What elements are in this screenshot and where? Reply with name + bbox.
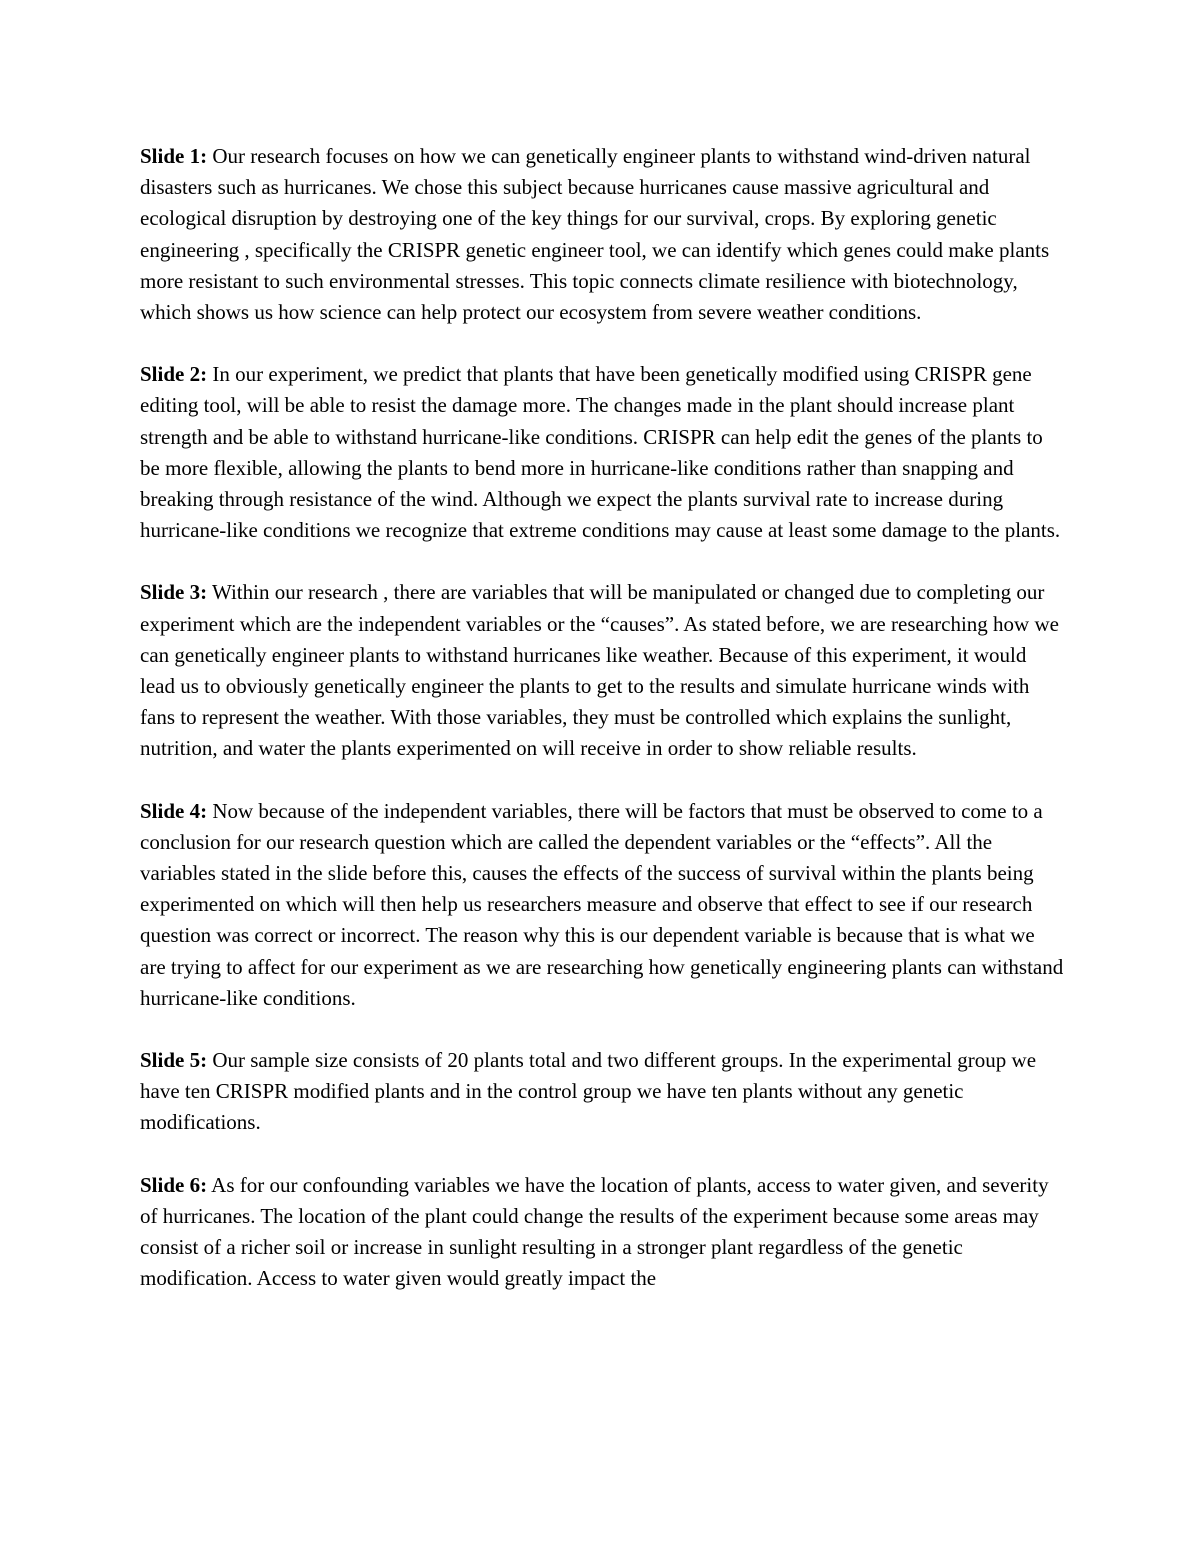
- slide-label: Slide 4:: [140, 798, 208, 823]
- paragraph-text: In our experiment, we predict that plants that have been genetically modified using CRISPR gene editing tool, will be able to resist the damage more. The changes made in the plant should increase plant strength and be able to withstand hurricane-like conditions. CRISPR can help edit the genes of the plants to be more flexible, allowing the plants to bend more in hurricane-like conditions rather than snapping and breaking through resistance of the wind. Although we expect the plants survival rate to increase during hurricane-like conditions we recognize that extreme conditions may cause at least some damage to the plants.: [140, 362, 1061, 543]
- slide-label: Slide 3:: [140, 580, 208, 605]
- paragraph-slide-2: [140, 359, 1065, 546]
- paragraph-slide-3: [140, 577, 1065, 764]
- paragraph-text: Now because of the independent variables, there will be factors that must be observed to come to a conclusion for our research question which are called the dependent variables or the “effects”. All the variables stated in the slide before this, causes the effects of the success of survival within the plants being experimented on which will then help us researchers measure and observe that effect to see if our research question was correct or incorrect. The reason why this is our dependent variable is because that is what we are trying to affect for our experiment as we are researching how genetically engineering plants can withstand hurricane-like conditions.: [140, 798, 1064, 1010]
- slide-label: Slide 2:: [140, 362, 208, 387]
- paragraph-text: Within our research , there are variables that will be manipulated or changed due to completing our experiment which are the independent variables or the “causes”. As stated before, we are researching how we can genetically engineer plants to withstand hurricanes like weather. Because of this experiment, it would lead us to obviously genetically engineer the plants to get to the results and simulate hurricane winds with fans to represent the weather. With those variables, they must be controlled which explains the sunlight, nutrition, and water the plants experimented on will receive in order to show reliable results.: [140, 580, 1059, 761]
- paragraph-text: Our sample size consists of 20 plants total and two different groups. In the experimental group we have ten CRISPR modified plants and in the control group we have ten plants without any genetic modifications.: [140, 1048, 1037, 1135]
- slide-label: Slide 6:: [140, 1172, 208, 1197]
- paragraph-slide-4: [140, 796, 1065, 1014]
- paragraph-text: As for our confounding variables we have the location of plants, access to water given, and severity of hurricanes. The location of the plant could change the results of the experiment because some areas may consist of a richer soil or increase in sunlight resulting in a stronger plant regardless of the genetic modification. Access to water given would greatly impact the: [140, 1172, 1049, 1291]
- paragraph-slide-6: [140, 1170, 1065, 1295]
- slide-label: Slide 5:: [140, 1048, 208, 1073]
- paragraph-slide-1: [140, 141, 1065, 328]
- paragraph-text: Our research focuses on how we can genetically engineer plants to withstand wind-driven natural disasters such as hurricanes. We chose this subject because hurricanes cause massive agricultural and ecological disruption by destroying one of the key things for our survival, crops. By exploring genetic engineering , specifically the CRISPR genetic engineer tool, we can identify which genes could make plants more resistant to such environmental stresses. This topic connects climate resilience with biotechnology, which shows us how science can help protect our ecosystem from severe weather conditions.: [140, 144, 1050, 325]
- slide-label: Slide 1:: [140, 144, 208, 168]
- document-body: [140, 141, 1065, 1326]
- paragraph-slide-5: [140, 1045, 1065, 1139]
